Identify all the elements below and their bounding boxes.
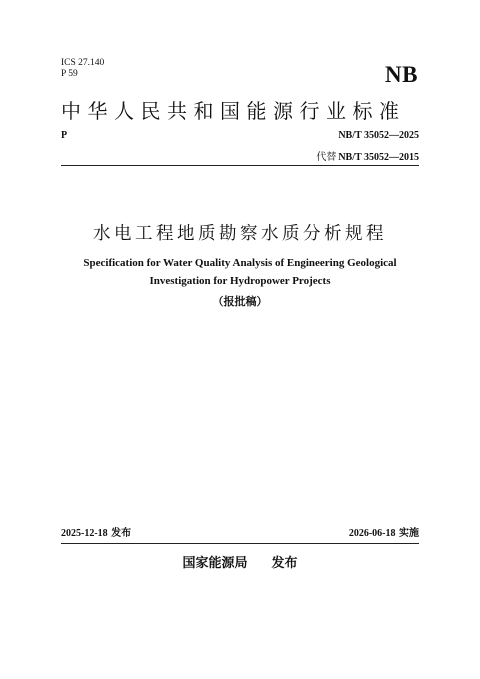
category-code: P xyxy=(61,130,68,141)
publisher-line xyxy=(0,552,480,571)
ics-codes xyxy=(61,58,104,80)
draft-status: （报批稿） xyxy=(212,295,268,308)
replaces-number: NB/T 35052—2015 xyxy=(338,152,419,163)
footer-divider xyxy=(61,543,419,544)
publisher-name: 国家能源局 xyxy=(182,556,248,571)
implement-date-line xyxy=(349,524,419,539)
implement-label: 实施 xyxy=(399,528,419,539)
title-en-line-2: Investigation for Hydropower Projects xyxy=(149,275,331,287)
ics-code: ICS 27.140 xyxy=(61,58,105,68)
standard-number: NB/T 35052—2025 xyxy=(338,130,419,141)
issue-date: 2025-12-18 xyxy=(61,528,108,539)
publisher-action: 发布 xyxy=(271,556,298,571)
standard-family-title: 中华人民共和国能源行业标准 xyxy=(61,99,406,123)
issue-date-line xyxy=(61,524,131,539)
document-title-en xyxy=(0,254,480,290)
standard-mark: NB xyxy=(385,62,418,87)
replaces-line xyxy=(316,148,419,163)
title-en-line-1: Specification for Water Quality Analysis of Engineering Geological xyxy=(83,257,397,269)
document-title-cn: 水电工程地质勘察水质分析规程 xyxy=(93,224,387,244)
implement-date: 2026-06-18 xyxy=(348,528,396,539)
replaces-label: 代替 xyxy=(316,152,337,163)
ccs-code: P 59 xyxy=(61,69,78,79)
header-divider xyxy=(61,165,419,166)
issue-label: 发布 xyxy=(111,528,132,539)
